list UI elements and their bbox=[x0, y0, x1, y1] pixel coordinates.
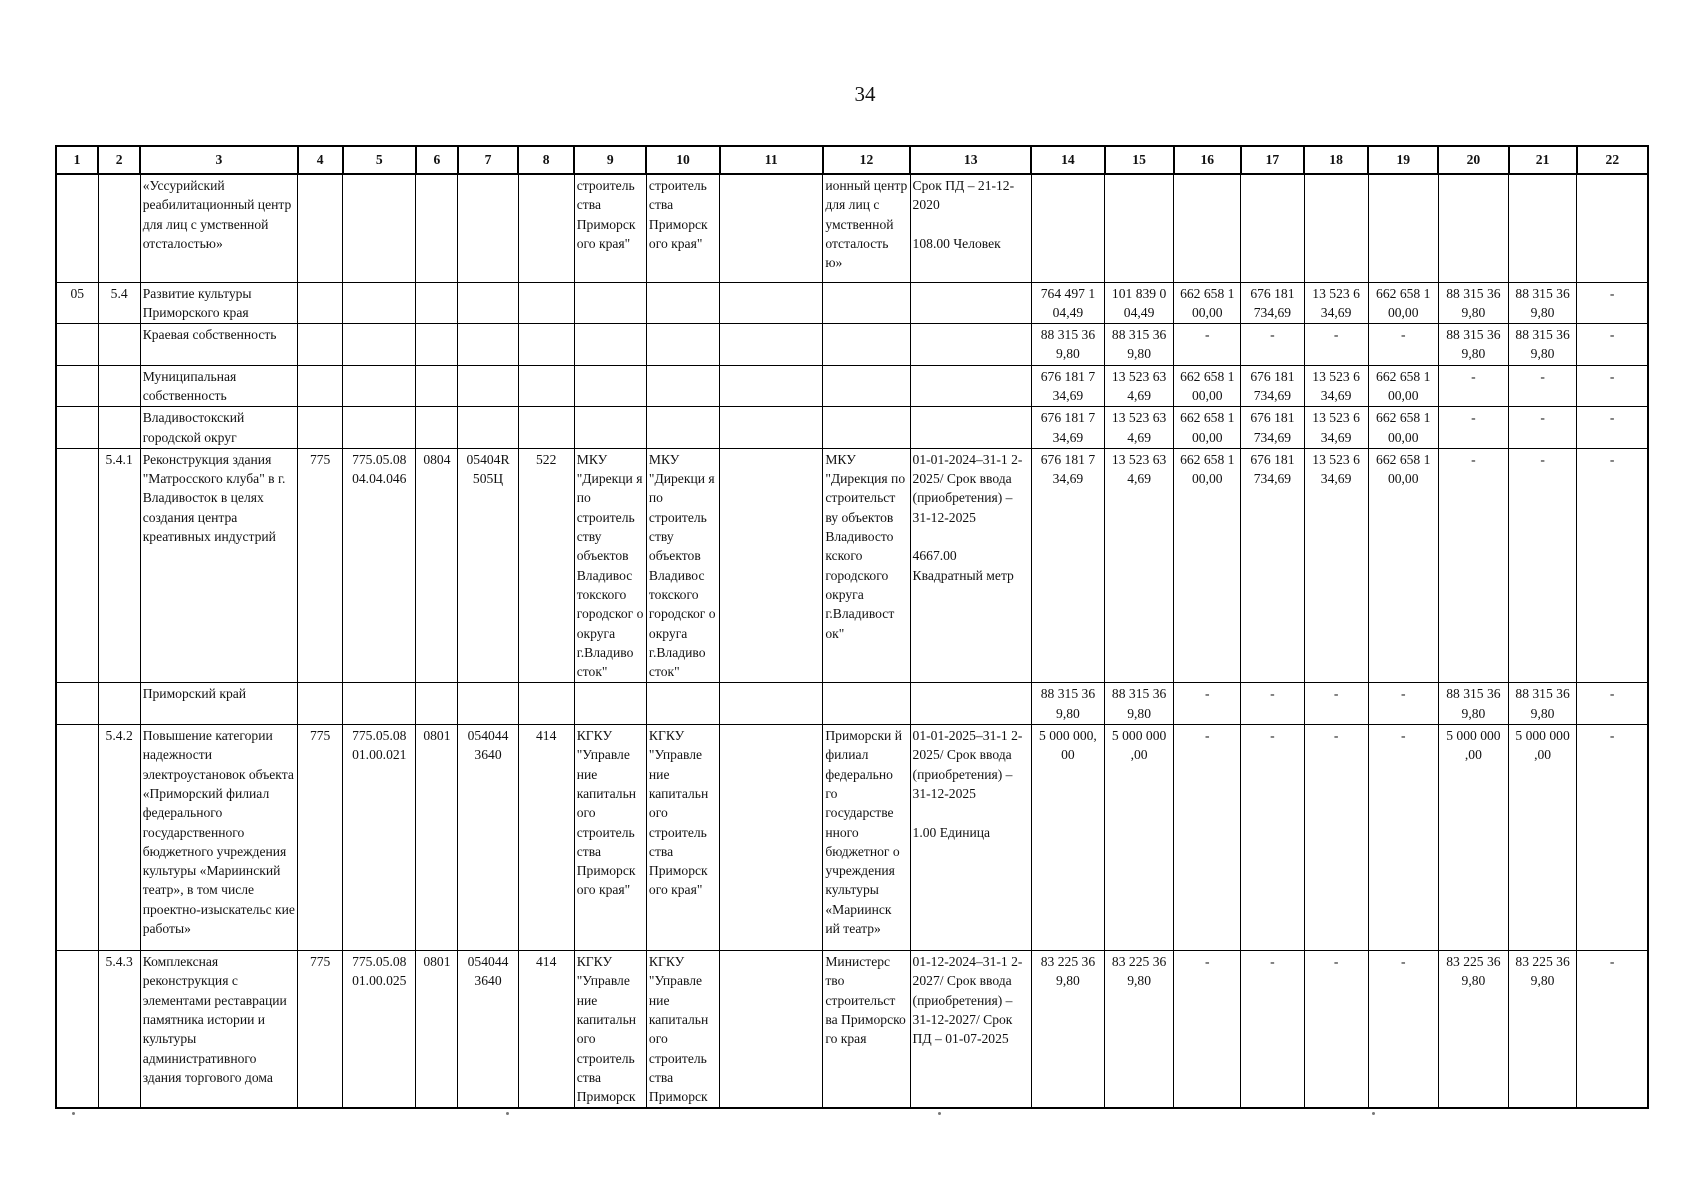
column-header-14: 14 bbox=[1031, 146, 1104, 174]
table-cell-col-1 bbox=[56, 725, 98, 951]
table-cell-col-12 bbox=[823, 365, 910, 407]
column-header-3: 3 bbox=[140, 146, 297, 174]
table-cell-col-9 bbox=[574, 683, 646, 725]
table-cell-col-22: - bbox=[1577, 951, 1648, 1109]
table-cell-col-4 bbox=[298, 282, 343, 324]
column-header-6: 6 bbox=[416, 146, 458, 174]
table-cell-col-9 bbox=[574, 407, 646, 449]
column-header-19: 19 bbox=[1368, 146, 1438, 174]
column-header-11: 11 bbox=[720, 146, 823, 174]
table-cell-col-14: 5 000 000, 00 bbox=[1031, 725, 1104, 951]
table-cell-col-16: 662 658 1 00,00 bbox=[1174, 448, 1241, 683]
table-cell-col-1 bbox=[56, 324, 98, 366]
table-cell-col-17: - bbox=[1241, 324, 1304, 366]
table-cell-col-1 bbox=[56, 174, 98, 282]
table-cell-col-7 bbox=[458, 282, 518, 324]
table-cell-col-12 bbox=[823, 683, 910, 725]
table-cell-col-10: КГКУ "Управле ние капитальн ого строитель ства Приморск ого края" bbox=[646, 725, 719, 951]
table-cell-col-8 bbox=[518, 282, 574, 324]
table-cell-col-12 bbox=[823, 407, 910, 449]
page-number: 34 bbox=[854, 82, 876, 106]
table-cell-col-11 bbox=[720, 407, 823, 449]
table-cell-col-15: 13 523 63 4,69 bbox=[1105, 448, 1174, 683]
table-cell-col-5 bbox=[343, 282, 416, 324]
table-cell-col-7 bbox=[458, 683, 518, 725]
table-cell-col-21: 88 315 36 9,80 bbox=[1509, 282, 1577, 324]
table-cell-col-6 bbox=[416, 683, 458, 725]
table-cell-col-18: 13 523 6 34,69 bbox=[1304, 448, 1368, 683]
table-cell-col-2 bbox=[98, 174, 140, 282]
column-header-17: 17 bbox=[1241, 146, 1304, 174]
table-cell-col-21: 5 000 000 ,00 bbox=[1509, 725, 1577, 951]
table-cell-col-3: Краевая собственность bbox=[140, 324, 297, 366]
table-cell-col-19: - bbox=[1368, 951, 1438, 1109]
table-cell-col-6 bbox=[416, 365, 458, 407]
table-cell-col-15: 5 000 000 ,00 bbox=[1105, 725, 1174, 951]
table-cell-col-7 bbox=[458, 174, 518, 282]
table-cell-col-1 bbox=[56, 407, 98, 449]
table-row bbox=[56, 683, 1648, 725]
table-cell-col-13 bbox=[910, 282, 1031, 324]
table-row bbox=[56, 448, 1648, 683]
table-cell-col-6 bbox=[416, 282, 458, 324]
table-cell-col-9 bbox=[574, 282, 646, 324]
table-cell-col-1: 05 bbox=[56, 282, 98, 324]
column-header-16: 16 bbox=[1174, 146, 1241, 174]
table-cell-col-10 bbox=[646, 324, 719, 366]
table-cell-col-15: 13 523 63 4,69 bbox=[1105, 407, 1174, 449]
table-cell-col-18: - bbox=[1304, 683, 1368, 725]
table-cell-col-19: 662 658 1 00,00 bbox=[1368, 282, 1438, 324]
table-cell-col-11 bbox=[720, 725, 823, 951]
column-header-9: 9 bbox=[574, 146, 646, 174]
table-cell-col-16: 662 658 1 00,00 bbox=[1174, 282, 1241, 324]
table-cell-col-3: «Уссурийский реабилитационный центр для лиц с умственной отсталостью» bbox=[140, 174, 297, 282]
table-cell-col-22: - bbox=[1577, 407, 1648, 449]
table-cell-col-10 bbox=[646, 365, 719, 407]
table-cell-col-13 bbox=[910, 365, 1031, 407]
table-cell-col-14: 676 181 7 34,69 bbox=[1031, 407, 1104, 449]
table-cell-col-15: 83 225 36 9,80 bbox=[1105, 951, 1174, 1109]
table-cell-col-2 bbox=[98, 683, 140, 725]
column-header-10: 10 bbox=[646, 146, 719, 174]
table-cell-col-2 bbox=[98, 324, 140, 366]
table-cell-col-19: - bbox=[1368, 725, 1438, 951]
table-cell-col-18: 13 523 6 34,69 bbox=[1304, 407, 1368, 449]
table-cell-col-14: 83 225 36 9,80 bbox=[1031, 951, 1104, 1109]
table-cell-col-20: 5 000 000 ,00 bbox=[1438, 725, 1508, 951]
table-cell-col-2 bbox=[98, 365, 140, 407]
table-cell-col-14: 88 315 36 9,80 bbox=[1031, 324, 1104, 366]
table-cell-col-5 bbox=[343, 365, 416, 407]
table-cell-col-20: - bbox=[1438, 407, 1508, 449]
table-cell-col-4 bbox=[298, 683, 343, 725]
table-cell-col-10: КГКУ "Управле ние капитальн ого строитель ства Приморск bbox=[646, 951, 719, 1109]
table-cell-col-5 bbox=[343, 407, 416, 449]
table-cell-col-11 bbox=[720, 448, 823, 683]
table-cell-col-9: КГКУ "Управле ние капитальн ого строитель ства Приморск ого края" bbox=[574, 725, 646, 951]
table-cell-col-5 bbox=[343, 683, 416, 725]
table-cell-col-22: - bbox=[1577, 282, 1648, 324]
table-cell-col-4: 775 bbox=[298, 951, 343, 1109]
table-cell-col-12: Министерс тво строительст ва Приморско го края bbox=[823, 951, 910, 1109]
table-cell-col-20: - bbox=[1438, 365, 1508, 407]
column-header-21: 21 bbox=[1509, 146, 1577, 174]
table-cell-col-15: 101 839 0 04,49 bbox=[1105, 282, 1174, 324]
table-cell-col-1 bbox=[56, 683, 98, 725]
table-cell-col-8: 414 bbox=[518, 725, 574, 951]
table-cell-col-8: 414 bbox=[518, 951, 574, 1109]
table-cell-col-19 bbox=[1368, 174, 1438, 282]
table-cell-col-13 bbox=[910, 324, 1031, 366]
table-cell-col-13 bbox=[910, 683, 1031, 725]
table-cell-col-3: Муниципальная собственность bbox=[140, 365, 297, 407]
table-cell-col-3: Приморский край bbox=[140, 683, 297, 725]
table-cell-col-20: 88 315 36 9,80 bbox=[1438, 683, 1508, 725]
table-cell-col-12 bbox=[823, 282, 910, 324]
table-cell-col-2 bbox=[98, 407, 140, 449]
table-cell-col-12: МКУ "Дирекция по строительст ву объектов Владивосто кского городского округа г.Владивост ок" bbox=[823, 448, 910, 683]
table-cell-col-4 bbox=[298, 407, 343, 449]
table-cell-col-20 bbox=[1438, 174, 1508, 282]
table-cell-col-13: 01-12-2024–31-1 2-2027/ Срок ввода (приобретения) – 31-12-2027/ Срок ПД – 01-07-2025 bbox=[910, 951, 1031, 1109]
column-header-22: 22 bbox=[1577, 146, 1648, 174]
table-body bbox=[56, 174, 1648, 1108]
table-cell-col-21: 88 315 36 9,80 bbox=[1509, 683, 1577, 725]
table-cell-col-11 bbox=[720, 174, 823, 282]
table-cell-col-1 bbox=[56, 365, 98, 407]
table-cell-col-18: - bbox=[1304, 725, 1368, 951]
table-cell-col-6 bbox=[416, 407, 458, 449]
table-cell-col-21 bbox=[1509, 174, 1577, 282]
table-cell-col-2: 5.4.3 bbox=[98, 951, 140, 1109]
table-cell-col-5 bbox=[343, 174, 416, 282]
table-cell-col-17: 676 181 734,69 bbox=[1241, 407, 1304, 449]
table-row bbox=[56, 407, 1648, 449]
table-cell-col-5: 775.05.08 01.00.025 bbox=[343, 951, 416, 1109]
scan-dot bbox=[506, 1112, 509, 1115]
table-cell-col-20: 88 315 36 9,80 bbox=[1438, 324, 1508, 366]
table-cell-col-4: 775 bbox=[298, 725, 343, 951]
table-cell-col-7 bbox=[458, 365, 518, 407]
table-cell-col-10: строитель ства Приморск ого края" bbox=[646, 174, 719, 282]
table-cell-col-22: - bbox=[1577, 324, 1648, 366]
table-cell-col-16: - bbox=[1174, 324, 1241, 366]
table-cell-col-21: 83 225 36 9,80 bbox=[1509, 951, 1577, 1109]
table-cell-col-6: 0801 bbox=[416, 725, 458, 951]
table-cell-col-19: 662 658 1 00,00 bbox=[1368, 448, 1438, 683]
table-cell-col-14 bbox=[1031, 174, 1104, 282]
table-cell-col-19: 662 658 1 00,00 bbox=[1368, 407, 1438, 449]
table-cell-col-1 bbox=[56, 951, 98, 1109]
table-cell-col-10 bbox=[646, 282, 719, 324]
table-cell-col-4 bbox=[298, 324, 343, 366]
table-cell-col-9: строитель ства Приморск ого края" bbox=[574, 174, 646, 282]
table-cell-col-17 bbox=[1241, 174, 1304, 282]
table-cell-col-4 bbox=[298, 174, 343, 282]
table-cell-col-20: - bbox=[1438, 448, 1508, 683]
table-cell-col-21: - bbox=[1509, 448, 1577, 683]
table-cell-col-13 bbox=[910, 407, 1031, 449]
table-cell-col-22: - bbox=[1577, 725, 1648, 951]
table-cell-col-9 bbox=[574, 365, 646, 407]
table-cell-col-2: 5.4.2 bbox=[98, 725, 140, 951]
table-cell-col-15: 13 523 63 4,69 bbox=[1105, 365, 1174, 407]
table-cell-col-11 bbox=[720, 282, 823, 324]
table-row bbox=[56, 324, 1648, 366]
scan-dot bbox=[72, 1112, 75, 1115]
column-header-13: 13 bbox=[910, 146, 1031, 174]
table-cell-col-3: Владивостокский городской округ bbox=[140, 407, 297, 449]
table-cell-col-14: 676 181 7 34,69 bbox=[1031, 448, 1104, 683]
table-cell-col-17: - bbox=[1241, 951, 1304, 1109]
table-cell-col-8 bbox=[518, 365, 574, 407]
table-cell-col-3: Развитие культуры Приморского края bbox=[140, 282, 297, 324]
table-cell-col-2: 5.4 bbox=[98, 282, 140, 324]
table-cell-col-8 bbox=[518, 174, 574, 282]
table-cell-col-10 bbox=[646, 683, 719, 725]
table-cell-col-15: 88 315 36 9,80 bbox=[1105, 324, 1174, 366]
table-cell-col-8 bbox=[518, 683, 574, 725]
table-cell-col-12: Приморски й филиал федерально го государстве нного бюджетног о учреждения культуры «Мариинск ий театр» bbox=[823, 725, 910, 951]
table-cell-col-7 bbox=[458, 324, 518, 366]
table-cell-col-9: МКУ "Дирекци я по строитель ству объектов Владивос токского городског о округа г.Владиво сток" bbox=[574, 448, 646, 683]
table-cell-col-16: 662 658 1 00,00 bbox=[1174, 365, 1241, 407]
table-cell-col-15 bbox=[1105, 174, 1174, 282]
table-cell-col-6 bbox=[416, 174, 458, 282]
table-cell-col-21: - bbox=[1509, 407, 1577, 449]
table-cell-col-1 bbox=[56, 448, 98, 683]
budget-table bbox=[55, 145, 1649, 1109]
table-cell-col-22: - bbox=[1577, 683, 1648, 725]
column-header-2: 2 bbox=[98, 146, 140, 174]
table-cell-col-4 bbox=[298, 365, 343, 407]
table-cell-col-12: ионный центр для лиц с умственной отсталость ю» bbox=[823, 174, 910, 282]
table-cell-col-16: - bbox=[1174, 725, 1241, 951]
table-cell-col-9 bbox=[574, 324, 646, 366]
table-cell-col-2: 5.4.1 bbox=[98, 448, 140, 683]
table-cell-col-11 bbox=[720, 324, 823, 366]
table-row bbox=[56, 282, 1648, 324]
table-cell-col-7: 05404R 505Ц bbox=[458, 448, 518, 683]
table-cell-col-11 bbox=[720, 365, 823, 407]
table-cell-col-19: - bbox=[1368, 683, 1438, 725]
table-cell-col-16 bbox=[1174, 174, 1241, 282]
table-cell-col-19: 662 658 1 00,00 bbox=[1368, 365, 1438, 407]
column-header-15: 15 bbox=[1105, 146, 1174, 174]
table-cell-col-19: - bbox=[1368, 324, 1438, 366]
table-cell-col-16: 662 658 1 00,00 bbox=[1174, 407, 1241, 449]
table-cell-col-5: 775.05.08 04.04.046 bbox=[343, 448, 416, 683]
table-cell-col-3: Реконструкция здания "Матросского клуба" в г. Владивосток в целях создания центра креативных индустрий bbox=[140, 448, 297, 683]
table-cell-col-20: 88 315 36 9,80 bbox=[1438, 282, 1508, 324]
table-cell-col-7 bbox=[458, 407, 518, 449]
column-header-18: 18 bbox=[1304, 146, 1368, 174]
table-cell-col-11 bbox=[720, 683, 823, 725]
table-cell-col-16: - bbox=[1174, 951, 1241, 1109]
table-row bbox=[56, 725, 1648, 951]
table-cell-col-7: 054044 3640 bbox=[458, 951, 518, 1109]
table-cell-col-20: 83 225 36 9,80 bbox=[1438, 951, 1508, 1109]
scan-dot bbox=[938, 1112, 941, 1115]
table-cell-col-4: 775 bbox=[298, 448, 343, 683]
table-cell-col-17: 676 181 734,69 bbox=[1241, 448, 1304, 683]
table-cell-col-17: - bbox=[1241, 725, 1304, 951]
table-cell-col-12 bbox=[823, 324, 910, 366]
table-cell-col-14: 88 315 36 9,80 bbox=[1031, 683, 1104, 725]
table-cell-col-17: 676 181 734,69 bbox=[1241, 365, 1304, 407]
table-cell-col-14: 676 181 7 34,69 bbox=[1031, 365, 1104, 407]
table-cell-col-3: Повышение категории надежности электроустановок объекта «Приморский филиал федерального государственного бюджетного учреждения культуры «Мариинский театр», в том числе проектно-изыскательс кие работы» bbox=[140, 725, 297, 951]
header-row bbox=[56, 146, 1648, 174]
table-cell-col-22 bbox=[1577, 174, 1648, 282]
table-cell-col-18: 13 523 6 34,69 bbox=[1304, 282, 1368, 324]
table-cell-col-21: - bbox=[1509, 365, 1577, 407]
table-cell-col-16: - bbox=[1174, 683, 1241, 725]
table-cell-col-5 bbox=[343, 324, 416, 366]
table-cell-col-18: - bbox=[1304, 951, 1368, 1109]
table-cell-col-10: МКУ "Дирекци я по строитель ству объектов Владивос токского городског о округа г.Владиво сток" bbox=[646, 448, 719, 683]
table-cell-col-8 bbox=[518, 324, 574, 366]
table-cell-col-17: - bbox=[1241, 683, 1304, 725]
table-cell-col-21: 88 315 36 9,80 bbox=[1509, 324, 1577, 366]
table-cell-col-3: Комплексная реконструкция с элементами реставрации памятника истории и культуры административного здания торгового дома bbox=[140, 951, 297, 1109]
scan-dot bbox=[1372, 1112, 1375, 1115]
column-header-8: 8 bbox=[518, 146, 574, 174]
column-header-1: 1 bbox=[56, 146, 98, 174]
table-cell-col-6 bbox=[416, 324, 458, 366]
table-cell-col-18: - bbox=[1304, 324, 1368, 366]
table-row bbox=[56, 365, 1648, 407]
table-row bbox=[56, 951, 1648, 1109]
table-cell-col-11 bbox=[720, 951, 823, 1109]
table-cell-col-9: КГКУ "Управле ние капитальн ого строитель ства Приморск bbox=[574, 951, 646, 1109]
table-cell-col-7: 054044 3640 bbox=[458, 725, 518, 951]
column-header-5: 5 bbox=[343, 146, 416, 174]
table-cell-col-14: 764 497 1 04,49 bbox=[1031, 282, 1104, 324]
table-cell-col-8: 522 bbox=[518, 448, 574, 683]
table-cell-col-22: - bbox=[1577, 448, 1648, 683]
table-cell-col-13: 01-01-2024–31-1 2-2025/ Срок ввода (приобретения) – 31-12-2025 4667.00 Квадратный метр bbox=[910, 448, 1031, 683]
table-cell-col-10 bbox=[646, 407, 719, 449]
table-row bbox=[56, 174, 1648, 282]
table-cell-col-13: Срок ПД – 21-12-2020 108.00 Человек bbox=[910, 174, 1031, 282]
table-cell-col-5: 775.05.08 01.00.021 bbox=[343, 725, 416, 951]
column-header-7: 7 bbox=[458, 146, 518, 174]
table-cell-col-6: 0801 bbox=[416, 951, 458, 1109]
table-cell-col-8 bbox=[518, 407, 574, 449]
column-header-4: 4 bbox=[298, 146, 343, 174]
column-header-20: 20 bbox=[1438, 146, 1508, 174]
table-cell-col-6: 0804 bbox=[416, 448, 458, 683]
table-cell-col-18: 13 523 6 34,69 bbox=[1304, 365, 1368, 407]
table-cell-col-13: 01-01-2025–31-1 2-2025/ Срок ввода (приобретения) – 31-12-2025 1.00 Единица bbox=[910, 725, 1031, 951]
table-cell-col-18 bbox=[1304, 174, 1368, 282]
table-cell-col-15: 88 315 36 9,80 bbox=[1105, 683, 1174, 725]
column-header-12: 12 bbox=[823, 146, 910, 174]
table-cell-col-22: - bbox=[1577, 365, 1648, 407]
table-cell-col-17: 676 181 734,69 bbox=[1241, 282, 1304, 324]
